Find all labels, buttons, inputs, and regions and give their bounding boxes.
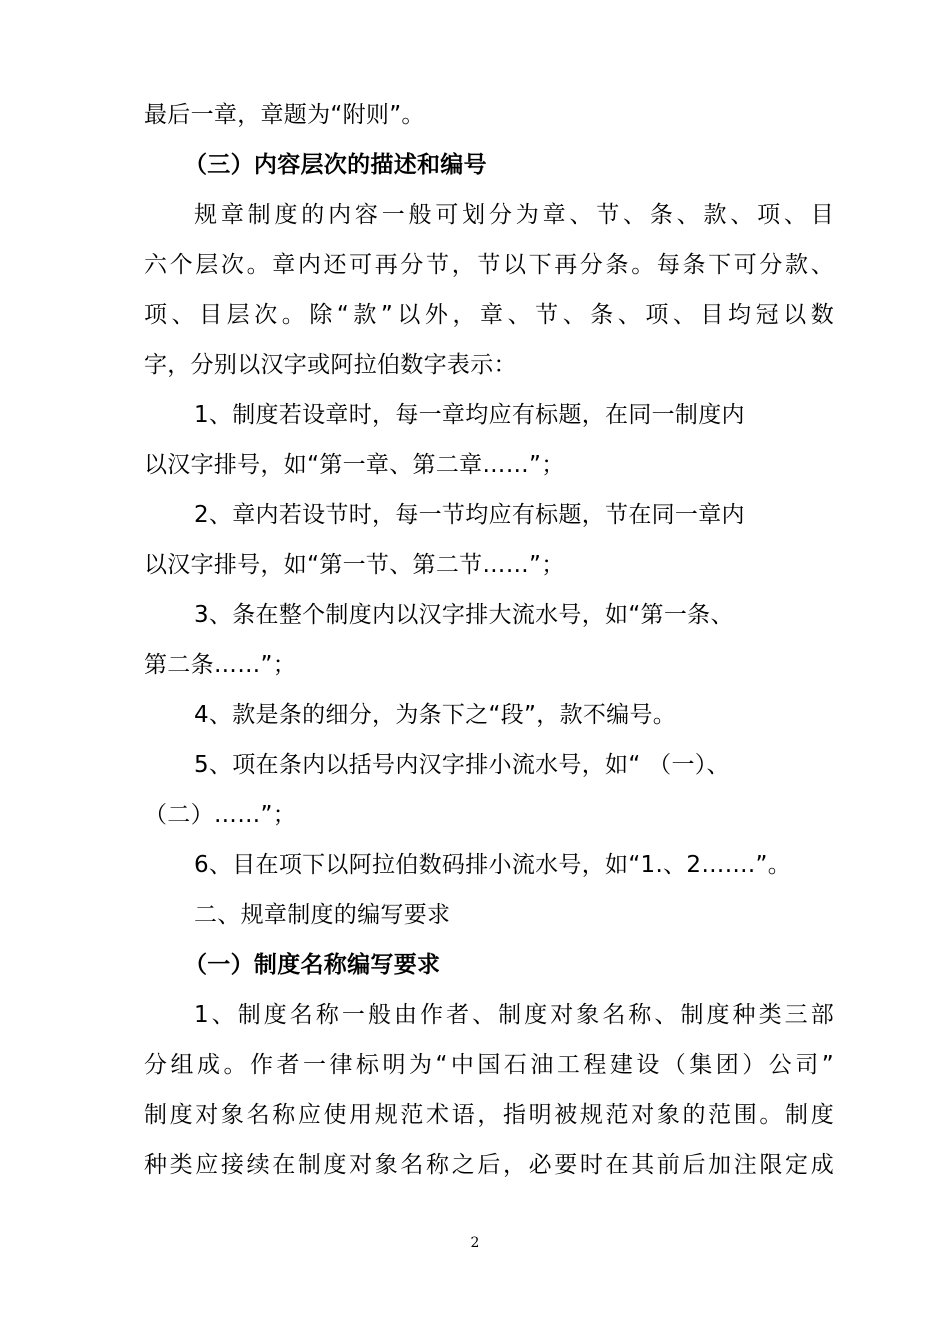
paragraph-line: 制度对象名称应使用规范术语，指明被规范对象的范围。制度 [144, 1102, 834, 1128]
list-item-line: 6、目在项下以阿拉伯数码排小流水号，如“1.、2…….”。 [194, 852, 792, 878]
list-item-line: 3、条在整个制度内以汉字排大流水号，如“第一条、 [194, 602, 734, 628]
list-item-line: （二）……”； [144, 802, 297, 828]
paragraph-line: 种类应接续在制度对象名称之后，必要时在其前后加注限定成 [144, 1152, 834, 1178]
paragraph-line: 分组成。作者一律标明为“中国石油工程建设（集团）公司” [144, 1052, 834, 1078]
paragraph-line: 1、制度名称一般由作者、制度对象名称、制度种类三部 [194, 1002, 834, 1028]
list-item-line: 1、制度若设章时，每一章均应有标题，在同一制度内 [194, 402, 745, 428]
list-item-line: 以汉字排号，如“第一节、第二节……”； [144, 552, 565, 578]
paragraph-line: 最后一章，章题为“附则”。 [144, 102, 425, 128]
paragraph-line: 项、目层次。除“款”以外，章、节、条、项、目均冠以数 [144, 302, 834, 328]
paragraph-line: 六个层次。章内还可再分节，节以下再分条。每条下可分款、 [144, 252, 834, 278]
section-heading: （三）内容层次的描述和编号 [184, 152, 487, 178]
section-title: 二、规章制度的编写要求 [194, 902, 451, 928]
paragraph-line: 字，分别以汉字或阿拉伯数字表示： [144, 352, 517, 378]
list-item-line: 2、章内若设节时，每一节均应有标题，节在同一章内 [194, 502, 745, 528]
list-item-line: 第二条……”； [144, 652, 297, 678]
body-text [144, 90, 834, 1190]
list-item-line: 5、项在条内以括号内汉字排小流水号，如“ （一）、 [194, 752, 730, 778]
list-item-line: 4、款是条的细分，为条下之“段”，款不编号。 [194, 702, 677, 728]
list-item-line: 以汉字排号，如“第一章、第二章……”； [144, 452, 565, 478]
section-heading: （一）制度名称编写要求 [184, 952, 441, 978]
page-number: 2 [470, 1235, 480, 1251]
paragraph-line: 规章制度的内容一般可划分为章、节、条、款、项、目 [194, 202, 834, 228]
